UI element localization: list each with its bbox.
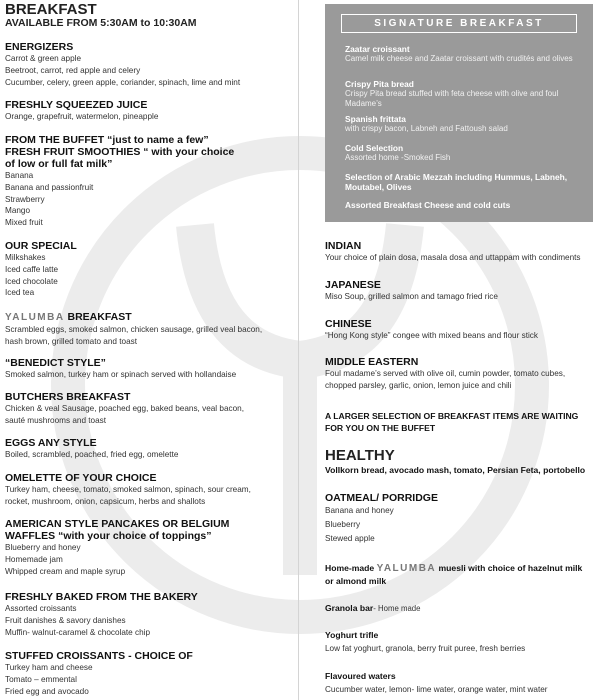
signature-item-desc: Assorted home -Smoked Fish: [345, 153, 451, 162]
section-heading: Yoghurt trifle: [325, 630, 379, 640]
menu-item: Banana: [5, 171, 34, 180]
section-heading: MIDDLE EASTERN: [325, 356, 419, 368]
section-waters: [325, 670, 597, 697]
menu-item: “Hong Kong style” congee with mixed beans and flour stick: [325, 331, 538, 340]
menu-item: Cucumber, celery, green apple, coriander, spinach, lime and mint: [5, 77, 241, 87]
section-eggs: [5, 437, 295, 461]
section-heading: STUFFED CROISSANTS - CHOICE OF: [5, 650, 193, 662]
menu-item: Fruit danishes & savory danishes: [5, 615, 126, 625]
signature-item-name: Spanish frittata: [345, 114, 406, 124]
section-yalumba-breakfast: [5, 311, 295, 348]
signature-item: [345, 200, 585, 210]
section-heading: CHINESE: [325, 318, 372, 330]
signature-item-name: Crispy Pita bread: [345, 79, 414, 89]
section-heading: FRESHLY SQUEEZED JUICE: [5, 99, 148, 111]
section-omelette: [5, 472, 295, 508]
section-benedict: [5, 357, 295, 381]
menu-item: hash brown, grilled tomato and toast: [5, 336, 137, 346]
section-indian: [325, 240, 597, 264]
menu-item: Chicken & veal Sausage, poached egg, baked beans, veal bacon,: [5, 404, 244, 413]
menu-item: Miso Soup, grilled salmon and tamago fried rice: [325, 292, 498, 301]
menu-item: Mango: [5, 206, 31, 216]
menu-item: Muffin- walnut-caramel & chocolate chip: [5, 627, 151, 637]
menu-item: Iced tea: [5, 288, 35, 298]
section-oatmeal: [325, 492, 597, 546]
section-heading: OUR SPECIAL: [5, 240, 77, 252]
brand-logo-text: YALUMBA: [5, 312, 65, 323]
menu-item: Mixed fruit: [5, 218, 43, 228]
menu-item: Carrot & green apple: [5, 54, 82, 63]
menu-item: Iced chocolate: [5, 276, 58, 286]
menu-item: Tomato – emmental: [5, 674, 77, 684]
brand-logo-text: YALUMBA: [376, 563, 437, 574]
signature-item-name: Selection of Arabic Mezzah including Hummus, Labneh, Moutabel, Olives: [345, 172, 568, 192]
menu-item: Granola bar- Home made: [325, 603, 421, 613]
menu-item: Milkshakes: [5, 253, 46, 262]
menu-item: Your choice of plain dosa, masala dosa and uttappam with condiments: [325, 253, 581, 262]
menu-item: sauté mushrooms and toast: [5, 415, 107, 425]
signature-item-desc: Crispy Pita bread stuffed with feta cheese with olive and foul Madame’s: [345, 89, 559, 108]
section-heading: AMERICAN STYLE PANCAKES OR BELGIUM: [5, 518, 230, 530]
section-heading: of low or full fat milk”: [5, 158, 113, 170]
signature-item-name: Zaatar croissant: [345, 44, 410, 54]
menu-item: chopped parsley, garlic, onion, lemon juice and chili: [325, 380, 512, 390]
menu-title: BREAKFAST: [5, 1, 97, 18]
section-juice: [5, 99, 295, 123]
menu-item: Homemade jam: [5, 554, 63, 564]
section-pancakes: [5, 518, 295, 577]
signature-item: [345, 114, 585, 134]
menu-item: Beetroot, carrot, red apple and celery: [5, 65, 141, 75]
section-heading: Flavoured waters: [325, 671, 396, 681]
section-japanese: [325, 279, 597, 303]
signature-item: [345, 143, 585, 163]
availability: AVAILABLE FROM 5:30AM to 10:30AM: [5, 17, 197, 29]
menu-item: Orange, grapefruit, watermelon, pineapple: [5, 112, 159, 121]
menu-item: rocket, mushroom, onion, capsicum, herbs and shallots: [5, 496, 206, 506]
menu-item: Turkey ham and cheese: [5, 663, 93, 672]
menu-item: Assorted croissants: [5, 604, 77, 613]
buffet-note-line: FOR YOU ON THE BUFFET: [325, 423, 436, 433]
menu-item: Scrambled eggs, smoked salmon, chicken sausage, grilled veal bacon,: [5, 325, 263, 334]
menu-item: Iced caffe latte: [5, 264, 59, 274]
column-divider: [298, 0, 299, 700]
menu-item: or almond milk: [325, 576, 387, 586]
section-our-special: [5, 240, 295, 299]
section-heading: WAFFLES “with your choice of toppings”: [5, 530, 212, 542]
section-butchers: [5, 391, 295, 427]
menu-item: Whipped cream and maple syrup: [5, 566, 126, 576]
menu-item: Low fat yoghurt, granola, berry fruit puree, fresh berries: [325, 644, 526, 653]
section-heading: FROM THE BUFFET “just to name a few”: [5, 134, 209, 146]
section-buffet-smoothies: [5, 134, 295, 229]
signature-item-desc: with crispy bacon, Labneh and Fattoush salad: [345, 124, 508, 133]
menu-item: Foul madame’s served with olive oil, cumin powder, tomato cubes,: [325, 369, 566, 378]
menu-item: Stewed apple: [325, 534, 375, 543]
section-heading: “BENEDICT STYLE”: [5, 357, 106, 369]
section-heading: FRESHLY BAKED FROM THE BAKERY: [5, 591, 198, 603]
section-chinese: [325, 318, 597, 342]
section-healthy: [325, 448, 597, 476]
buffet-note: [325, 410, 597, 434]
menu-item: Turkey ham, cheese, tomato, smoked salmon, spinach, sour cream,: [5, 485, 251, 494]
menu-item: Banana and passionfruit: [5, 182, 94, 192]
section-heading: INDIAN: [325, 240, 362, 252]
section-heading: FRESH FRUIT SMOOTHIES “ with your choice: [5, 146, 235, 158]
section-heading: YALUMBA BREAKFAST: [5, 311, 132, 323]
menu-item: Strawberry: [5, 194, 45, 204]
section-heading: OATMEAL/ PORRIDGE: [325, 492, 438, 504]
menu-item: Cucumber water, lemon- lime water, orange water, mint water: [325, 685, 548, 694]
section-heading: EGGS ANY STYLE: [5, 437, 97, 449]
menu-item: Blueberry and honey: [5, 543, 81, 552]
section-croissants: [5, 650, 295, 697]
menu-item: Banana and honey: [325, 506, 394, 515]
menu-item: Smoked salmon, turkey ham or spinach served with hollandaise: [5, 370, 237, 379]
buffet-note-line: A LARGER SELECTION OF BREAKFAST ITEMS ARE WAITING: [325, 411, 579, 421]
signature-item: [345, 79, 585, 108]
menu-item: Vollkorn bread, avocado mash, tomato, Persian Feta, portobello: [325, 465, 586, 475]
menu-item: Home-made YALUMBA muesli with choice of hazelnut milk: [325, 563, 583, 574]
section-heading: HEALTHY: [325, 447, 395, 464]
menu-item: Boiled, scrambled, poached, fried egg, omelette: [5, 450, 179, 459]
section-middle-eastern: [325, 356, 597, 392]
section-bakery: [5, 591, 295, 638]
section-heading: JAPANESE: [325, 279, 381, 291]
signature-item-name: Cold Selection: [345, 143, 404, 153]
signature-breakfast-box: [325, 4, 593, 222]
section-muesli: [325, 562, 597, 587]
section-heading: BUTCHERS BREAKFAST: [5, 391, 131, 403]
signature-item-desc: Camel milk cheese and Zaatar croissant with crudités and olives: [345, 54, 573, 63]
menu-item: Fried egg and avocado: [5, 686, 89, 696]
signature-item: [345, 172, 585, 192]
section-heading: OMELETTE OF YOUR CHOICE: [5, 472, 157, 484]
section-energizers: [5, 41, 295, 88]
section-trifle: [325, 629, 597, 657]
signature-title: SIGNATURE BREAKFAST: [341, 14, 577, 33]
section-granola: [325, 602, 597, 615]
section-heading: ENERGIZERS: [5, 41, 74, 53]
signature-item: [345, 44, 585, 64]
signature-item-name: Assorted Breakfast Cheese and cold cuts: [345, 200, 511, 210]
menu-item: Blueberry: [325, 520, 361, 529]
